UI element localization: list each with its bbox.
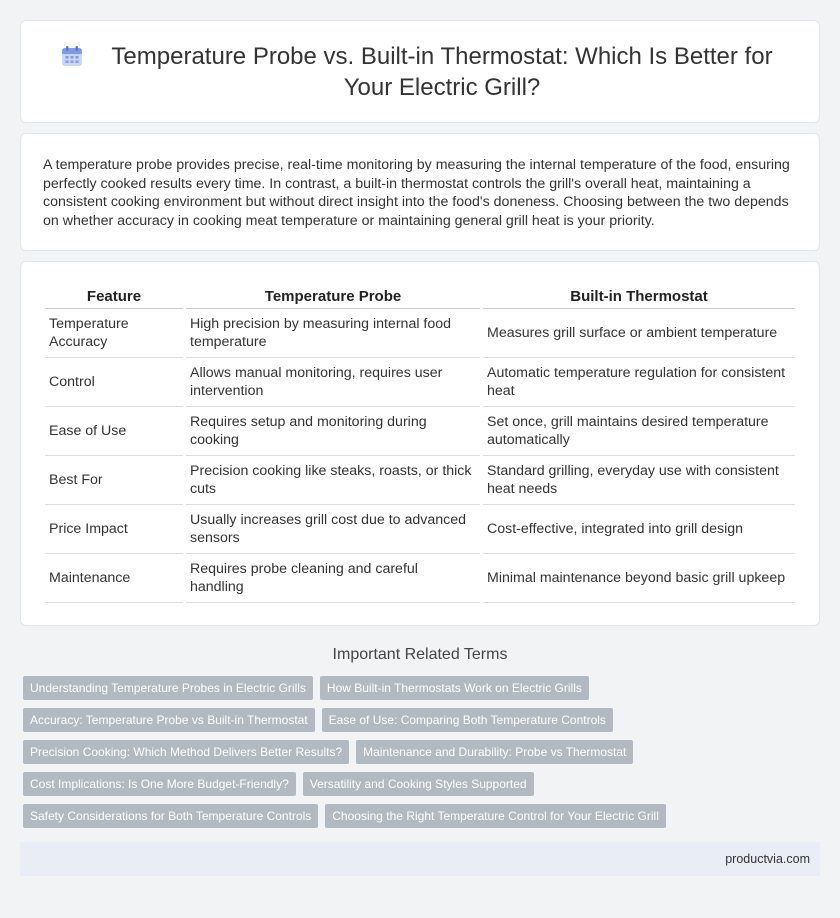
table-cell: Ease of Use [45,407,183,456]
table-cell: Usually increases grill cost due to advanced sensors [186,505,480,554]
comparison-table-card [20,261,820,626]
table-cell: Best For [45,456,183,505]
table-cell: High precision by measuring internal food temperature [186,309,480,358]
related-terms-tags [0,676,840,828]
table-row [45,309,795,358]
table-cell: Automatic temperature regulation for consistent heat [483,358,795,407]
table-row [45,407,795,456]
table-row [45,456,795,505]
header-card [20,20,820,123]
related-terms-title: Important Related Terms [332,646,508,663]
related-term-tag[interactable]: Maintenance and Durability: Probe vs Thermostat [356,740,633,764]
page-title: Temperature Probe vs. Built-in Thermostat: Which Is Better for Your Electric Grill? [111,42,773,101]
column-header: Built-in Thermostat [483,274,795,309]
table-cell: Minimal maintenance beyond basic grill upkeep [483,554,795,603]
column-header: Feature [45,274,183,309]
table-cell: Precision cooking like steaks, roasts, or thick cuts [186,456,480,505]
intro-text: A temperature probe provides precise, real-time monitoring by measuring the internal temperature of the food, ensuring perfectly cooked results every time. In contrast, a built-in thermostat controls the grill's overall heat, maintaining a consistent cooking environment but without direct insight into the food's doneness. Choosing between the two depends on whether accuracy in cooking meat temperature or maintaining general grill heat is your priority. [43,157,790,229]
table-cell: Allows manual monitoring, requires user intervention [186,358,480,407]
related-term-tag[interactable]: Choosing the Right Temperature Control for Your Electric Grill [325,804,666,828]
table-cell: Cost-effective, integrated into grill design [483,505,795,554]
table-cell: Price Impact [45,505,183,554]
table-cell: Temperature Accuracy [45,309,183,358]
table-cell: Standard grilling, everyday use with consistent heat needs [483,456,795,505]
table-row [45,554,795,603]
comparison-table [42,274,798,603]
related-term-tag[interactable]: Versatility and Cooking Styles Supported [303,772,534,796]
related-term-tag[interactable]: How Built-in Thermostats Work on Electric Grills [320,676,589,700]
related-term-tag[interactable]: Safety Considerations for Both Temperature Controls [23,804,318,828]
table-cell: Measures grill surface or ambient temperature [483,309,795,358]
related-term-tag[interactable]: Precision Cooking: Which Method Delivers Better Results? [23,740,349,764]
table-cell: Maintenance [45,554,183,603]
table-row [45,505,795,554]
table-row [45,358,795,407]
related-term-tag[interactable]: Ease of Use: Comparing Both Temperature Controls [322,708,613,732]
table-cell: Requires setup and monitoring during cooking [186,407,480,456]
related-term-tag[interactable]: Understanding Temperature Probes in Electric Grills [23,676,313,700]
table-cell: Requires probe cleaning and careful handling [186,554,480,603]
table-cell: Set once, grill maintains desired temperature automatically [483,407,795,456]
related-term-tag[interactable]: Cost Implications: Is One More Budget-Friendly? [23,772,296,796]
related-terms-section [0,646,840,828]
related-term-tag[interactable]: Accuracy: Temperature Probe vs Built-in Thermostat [23,708,315,732]
table-header-row [45,274,795,309]
table-cell: Control [45,358,183,407]
intro-card [20,133,820,251]
footer [20,842,820,876]
calendar-icon [61,45,83,67]
column-header: Temperature Probe [186,274,480,309]
footer-site-link[interactable]: productvia.com [725,852,810,866]
